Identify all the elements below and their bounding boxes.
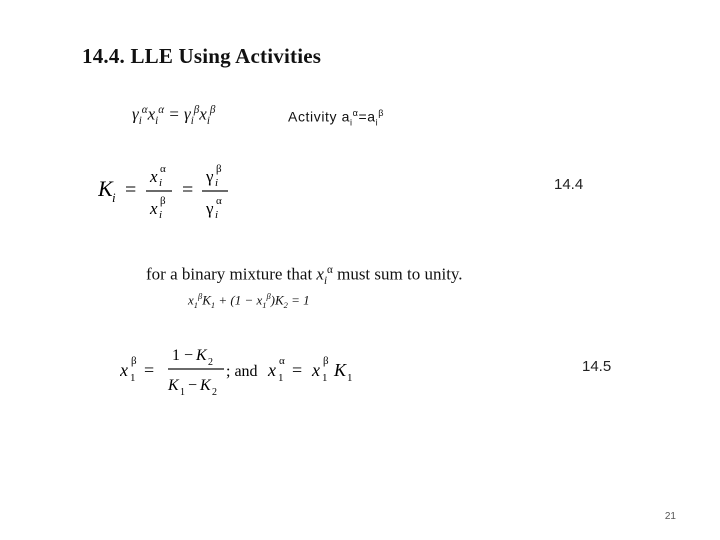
svg-text:i: i [159, 177, 163, 189]
svg-text:1: 1 [322, 372, 328, 384]
svg-text:1: 1 [180, 387, 185, 398]
svg-text:x: x [120, 360, 128, 380]
svg-text:x: x [150, 167, 158, 186]
svg-text:−: − [188, 377, 198, 394]
svg-text:i: i [159, 209, 163, 221]
svg-text:; and: ; and [226, 363, 258, 380]
svg-text:2: 2 [208, 357, 213, 368]
svg-text:α: α [279, 355, 285, 367]
svg-text:α: α [160, 163, 166, 175]
svg-text:K: K [334, 360, 347, 380]
svg-text:β: β [323, 355, 329, 367]
svg-text:=: = [144, 360, 155, 380]
page-title: 14.4. LLE Using Activities [82, 44, 322, 68]
activity-equality-equation: $\gamma_i^\alpha x_i^\alpha = \gamma_i^\beta x_i^\beta$ [132, 104, 216, 128]
svg-text:β: β [216, 163, 222, 175]
k-ratio-equation [98, 162, 248, 232]
svg-text:2: 2 [212, 387, 217, 398]
svg-text:K: K [168, 377, 179, 394]
svg-text:α: α [216, 195, 222, 207]
activity-caption: Activity $a_i^\alpha=a_i^\beta$ [288, 108, 385, 128]
svg-text:x: x [312, 360, 320, 380]
svg-text:i: i [215, 209, 219, 221]
svg-text:1: 1 [130, 372, 136, 384]
equation-number-14-4: 14.4 [554, 176, 584, 193]
svg-text:β: β [131, 355, 137, 367]
svg-text:γ: γ [206, 167, 214, 186]
svg-text:i: i [215, 177, 219, 189]
page-number: 21 [664, 511, 676, 522]
svg-text:x: x [150, 199, 158, 218]
svg-text:β: β [160, 195, 166, 207]
svg-text:=: = [182, 179, 194, 201]
sum-to-unity-equation: $x_1^\beta K_1 + (1 - x_1^\beta)K_2 = 1$ [188, 291, 310, 310]
svg-text:K: K [196, 347, 207, 364]
svg-text:i: i [112, 190, 116, 205]
svg-text:x: x [268, 360, 276, 380]
svg-text:K: K [200, 377, 211, 394]
svg-text:K: K [98, 176, 113, 201]
svg-text:γ: γ [206, 199, 214, 218]
svg-text:=: = [292, 360, 303, 380]
svg-text:1: 1 [278, 372, 284, 384]
svg-text:1: 1 [347, 372, 353, 384]
phase-fraction-equation [120, 340, 380, 400]
equation-number-14-5: 14.5 [582, 358, 612, 375]
svg-text:=: = [125, 179, 137, 201]
binary-mixture-text: for a binary mixture that $x_i^\alpha$ must sum to unity. [146, 264, 463, 288]
svg-text:1 −: 1 − [172, 347, 194, 364]
